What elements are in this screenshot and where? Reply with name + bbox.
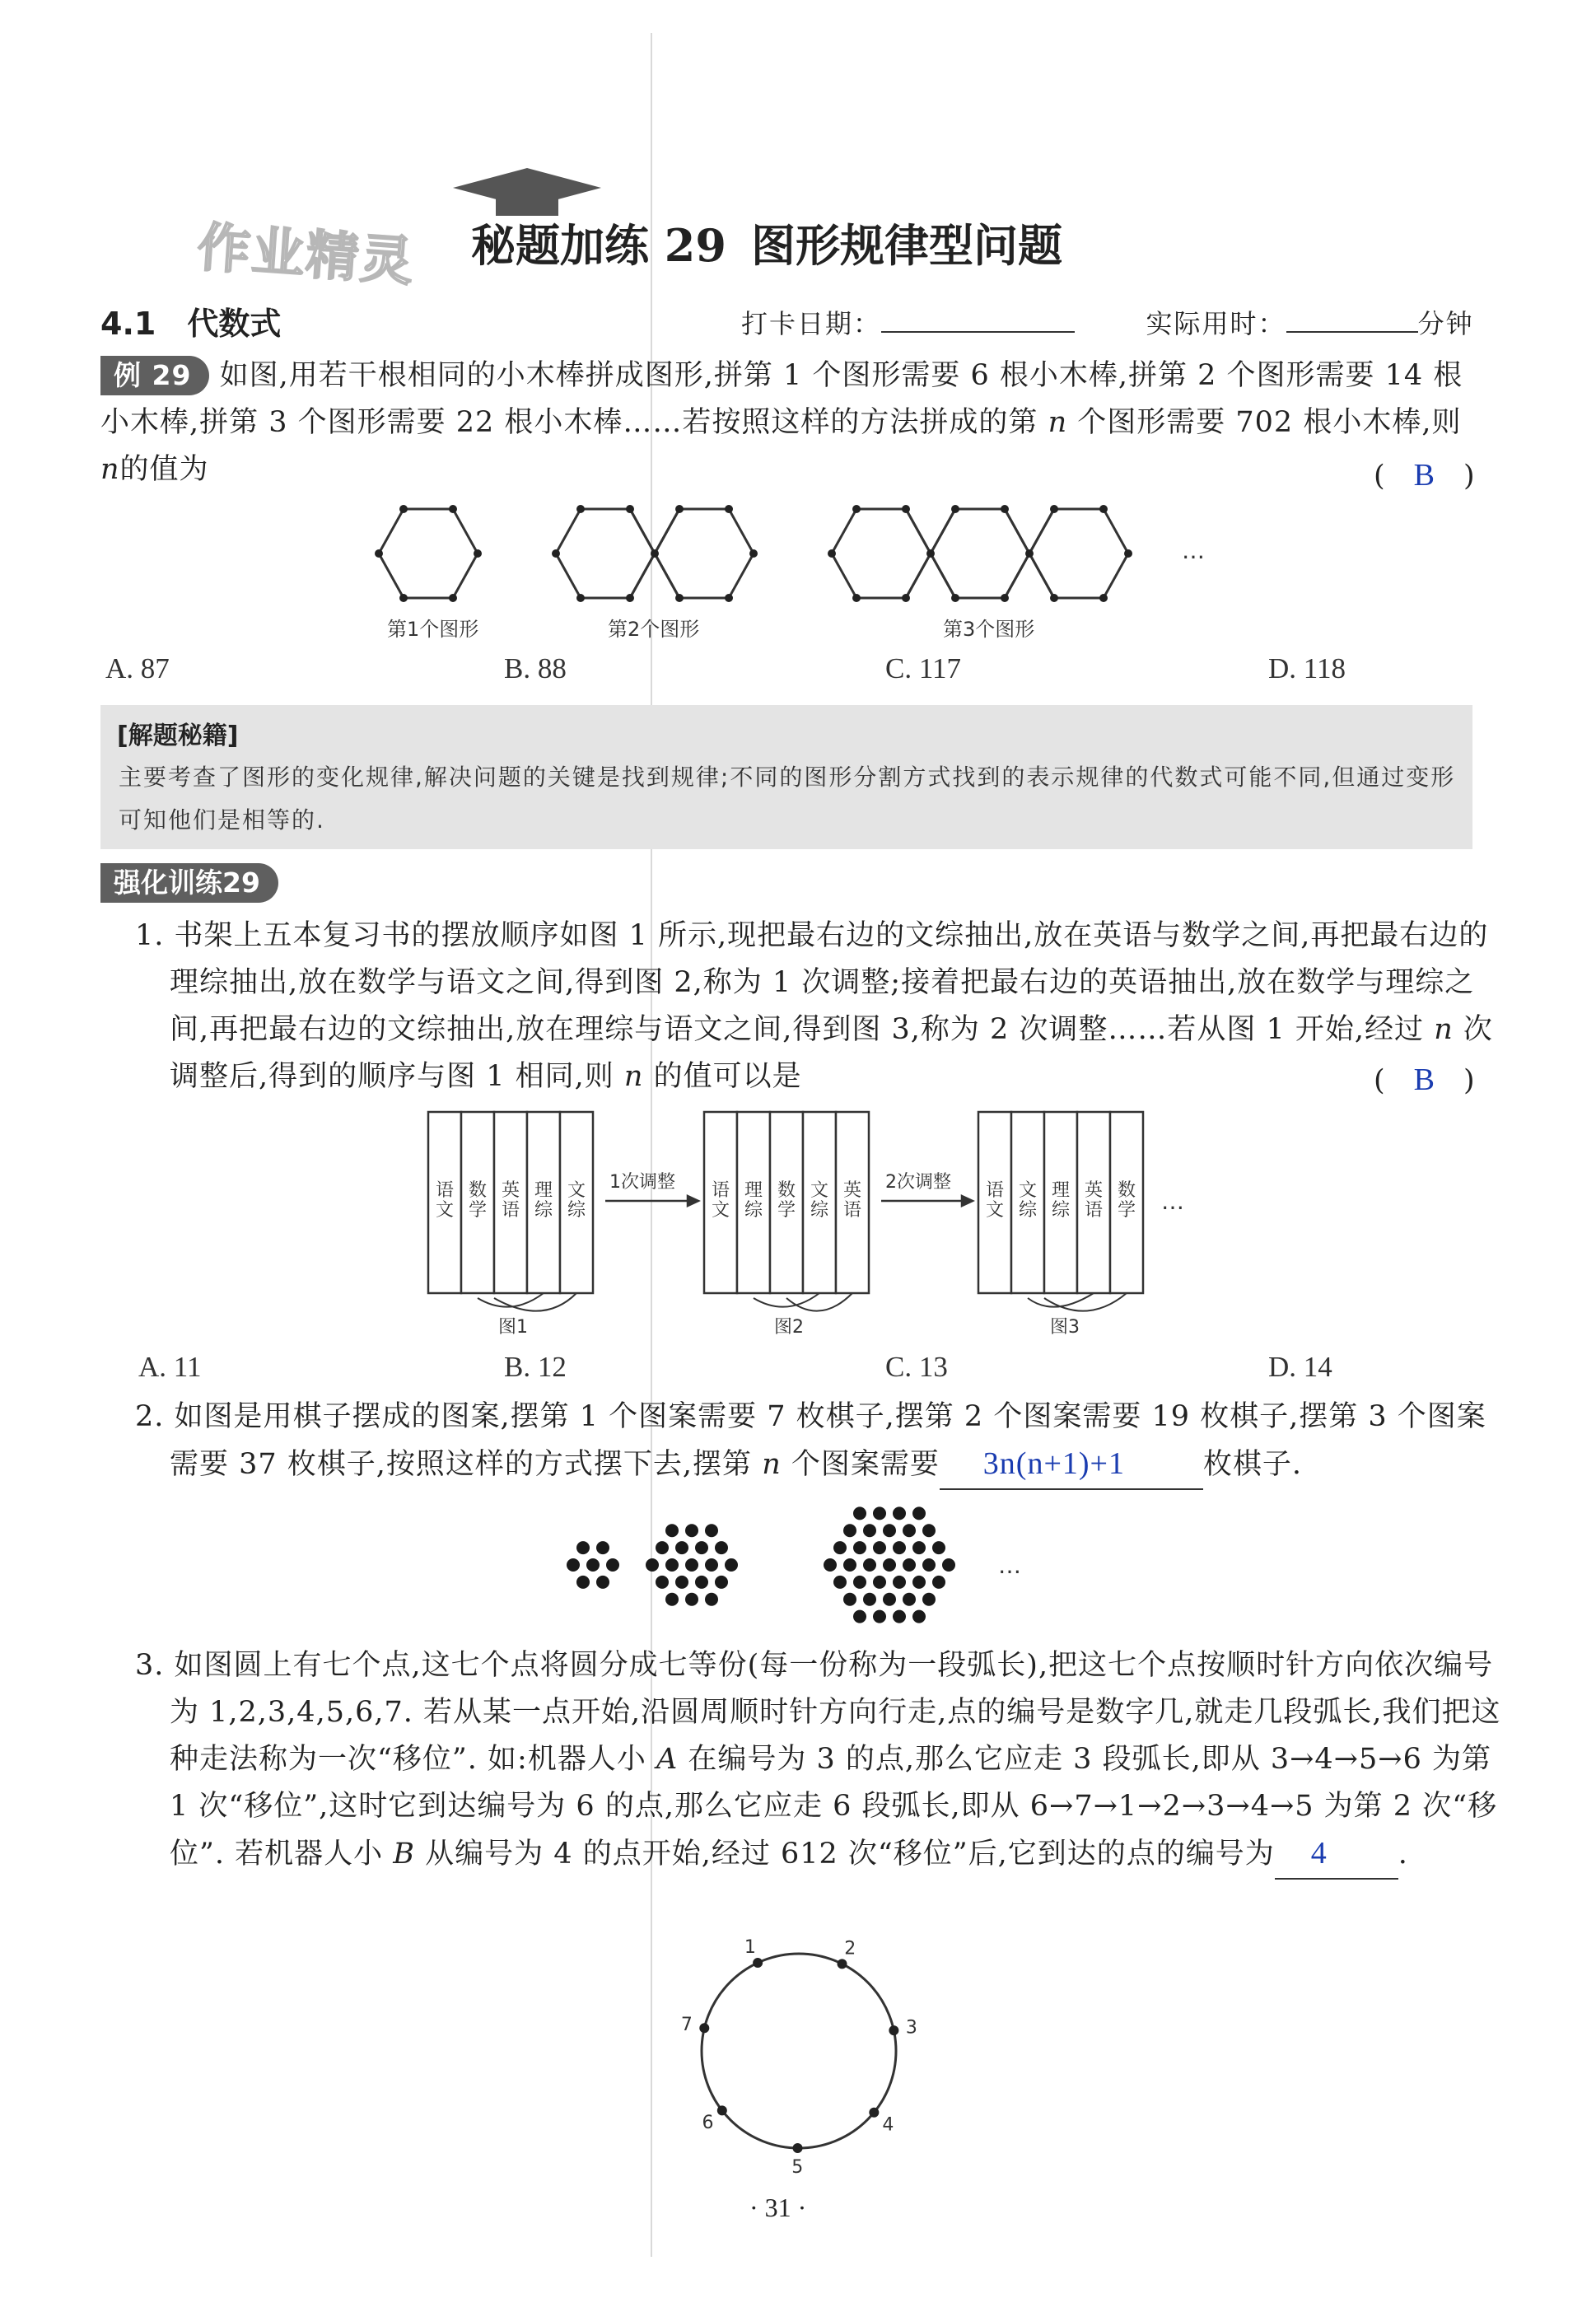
q3-text-mid2: 从编号为 4 的点开始,经过 612 次“移位”后,它到达的点的编号为 bbox=[425, 1838, 1275, 1871]
chess-piece-dot bbox=[675, 1576, 688, 1589]
chess-piece-dot bbox=[725, 1558, 738, 1572]
var-n: n bbox=[100, 453, 120, 486]
fig3-book3-c2: 综 bbox=[1051, 1200, 1071, 1221]
circle-outline bbox=[702, 1954, 896, 2148]
fig3-book1-c1: 语 bbox=[985, 1180, 1005, 1201]
chess-piece-dot bbox=[893, 1576, 906, 1589]
chess-piece-dot bbox=[853, 1576, 866, 1589]
fig3-book5-c1: 数 bbox=[1117, 1180, 1136, 1201]
time-field[interactable] bbox=[1286, 331, 1418, 333]
q3-text-end: . bbox=[1398, 1838, 1408, 1871]
q1-text-mid: 次调整后,得到的顺序与图 1 相同,则 bbox=[170, 1013, 1493, 1093]
q1-choice-c[interactable]: C. 13 bbox=[885, 1351, 948, 1383]
q1-text-end: 的值可以是 bbox=[653, 1060, 802, 1093]
chess-piece-dot bbox=[695, 1541, 708, 1554]
chess-piece-dot bbox=[675, 1541, 688, 1554]
chess-piece-dot bbox=[912, 1541, 926, 1554]
hexagon-fig2-b bbox=[655, 509, 754, 598]
date-label: 打卡日期： bbox=[741, 308, 882, 339]
fig2-book5-c1: 英 bbox=[842, 1180, 862, 1201]
chess-piece-dot bbox=[853, 1610, 866, 1623]
chess-piece-dot bbox=[656, 1541, 669, 1554]
q3-answer: 4 bbox=[1310, 1836, 1328, 1871]
fig3-book4-c2: 语 bbox=[1084, 1200, 1104, 1221]
example-choice-c[interactable]: C. 117 bbox=[885, 652, 962, 684]
circle-label-5: 5 bbox=[791, 2156, 804, 2174]
page-title bbox=[471, 211, 1062, 274]
chess-piece-dot bbox=[922, 1524, 936, 1537]
chess-piece-dot bbox=[685, 1593, 698, 1606]
hexagon-fig3-c bbox=[1029, 509, 1128, 598]
fig1-book5-c1: 文 bbox=[567, 1180, 586, 1201]
chess-piece-dot bbox=[873, 1541, 886, 1554]
chess-piece-dot bbox=[853, 1506, 866, 1520]
hexagon-fig3-b bbox=[931, 509, 1029, 598]
chess-piece-dot bbox=[843, 1524, 856, 1537]
time-label: 实际用时： bbox=[1146, 308, 1286, 339]
chess-piece-dot bbox=[656, 1576, 669, 1589]
example-badge: 例 29 bbox=[100, 356, 209, 395]
bookshelf-figures bbox=[420, 1104, 1211, 1351]
circle-point-2 bbox=[838, 1959, 847, 1969]
fig1-book2-c2: 学 bbox=[468, 1200, 488, 1221]
var-n: n bbox=[762, 1448, 782, 1481]
circle-label-7: 7 bbox=[680, 2015, 693, 2036]
chess-piece-dot bbox=[705, 1524, 718, 1537]
fig3-book2-c2: 综 bbox=[1018, 1200, 1038, 1221]
circle-label-2: 2 bbox=[844, 1938, 856, 1959]
circle-label-6: 6 bbox=[702, 2112, 714, 2133]
chess-piece-dot bbox=[824, 1558, 837, 1572]
fig2-book3-c2: 学 bbox=[777, 1200, 796, 1221]
chess-piece-dot bbox=[873, 1576, 886, 1589]
fig2-book3-c1: 数 bbox=[777, 1180, 796, 1201]
chess-piece-dot bbox=[606, 1558, 619, 1572]
example-choice-d[interactable]: D. 118 bbox=[1268, 652, 1346, 684]
date-field[interactable] bbox=[881, 331, 1075, 333]
chess-piece-dot bbox=[912, 1610, 926, 1623]
fig2-book1-c1: 语 bbox=[711, 1180, 730, 1201]
chess-piece-dot bbox=[893, 1506, 906, 1520]
chess-piece-dot bbox=[883, 1558, 896, 1572]
circle-label-1: 1 bbox=[744, 1937, 756, 1959]
q1-text-lead: 1. 书架上五本复习书的摆放顺序如图 1 所示,现把最右边的文综抽出,放在英语与数学之间,再把最右边的理综抽出,放在数学与语文之间,得到图 2,称为 1 次调整;接着把最右边的英语抽出,放在数学与理综之间,再把最右边的文综抽出,放在理综与语文之间,得到图 3,称为 2 次调整……若从图 1 开始,经过 bbox=[135, 919, 1489, 1046]
arrow-label-2: 2次调整 bbox=[885, 1172, 951, 1193]
title-text: 图形规律型问题 bbox=[750, 219, 1062, 272]
var-n: n bbox=[623, 1060, 644, 1093]
q1-answer-bracket: ( B ) bbox=[1374, 1063, 1475, 1097]
chess-piece-dot bbox=[833, 1541, 847, 1554]
chess-piece-dot bbox=[833, 1576, 847, 1589]
q2-text-lead: 2. 如图是用棋子摆成的图案,摆第 1 个图案需要 7 枚棋子,摆第 2 个图案需要 19 枚棋子,摆第 3 个图案需要 37 枚棋子,按照这样的方式摆下去,摆第 bbox=[135, 1400, 1486, 1481]
var-n: n bbox=[1434, 1013, 1454, 1046]
chess-piece-dot bbox=[883, 1524, 896, 1537]
fig-label-2: 第2个图形 bbox=[608, 618, 700, 641]
solution-tip-box bbox=[100, 705, 1472, 849]
fig3-book1-c2: 文 bbox=[985, 1200, 1005, 1221]
chess-piece-dot bbox=[922, 1593, 936, 1606]
q2-text-mid: 个图案需要 bbox=[791, 1448, 940, 1481]
fig3-book3-c1: 理 bbox=[1051, 1180, 1071, 1201]
circle-point-3 bbox=[889, 2025, 898, 2035]
chess-piece-dot bbox=[576, 1541, 590, 1554]
book-fig-label-2: 图2 bbox=[774, 1317, 804, 1338]
chess-piece-dot bbox=[843, 1593, 856, 1606]
fig-label-3: 第3个图形 bbox=[943, 618, 1035, 641]
time-unit: 分钟 bbox=[1417, 308, 1474, 339]
fig2-book1-c2: 文 bbox=[711, 1200, 730, 1221]
chess-piece-dot bbox=[596, 1576, 609, 1589]
books-ellipsis: … bbox=[1161, 1188, 1184, 1215]
chess-piece-dot bbox=[903, 1593, 916, 1606]
fig2-book4-c2: 综 bbox=[810, 1200, 829, 1221]
chess-piece-dot bbox=[922, 1558, 936, 1572]
title-number: 秘题加练 29 bbox=[471, 219, 726, 272]
q3-answer-blank[interactable] bbox=[1275, 1830, 1398, 1880]
dots-ellipsis: … bbox=[998, 1552, 1021, 1579]
fig3-book4-c1: 英 bbox=[1084, 1180, 1104, 1201]
example-text-end: 的值为 bbox=[119, 453, 209, 486]
example-answer-bracket: ( B ) bbox=[1374, 458, 1475, 493]
fig2-book4-c1: 文 bbox=[810, 1180, 829, 1201]
chess-piece-dot bbox=[665, 1593, 679, 1606]
chess-piece-dot bbox=[903, 1558, 916, 1572]
var-a: A bbox=[656, 1743, 679, 1776]
fig2-book5-c2: 语 bbox=[842, 1200, 862, 1221]
chess-piece-dot bbox=[596, 1541, 609, 1554]
chess-piece-dot bbox=[912, 1506, 926, 1520]
hexagon-ellipsis: … bbox=[1182, 537, 1205, 564]
hexagon-fig2-a bbox=[556, 509, 655, 598]
checkin-meta bbox=[741, 303, 1474, 341]
fig3-book5-c2: 学 bbox=[1117, 1200, 1136, 1221]
q1-answer: B bbox=[1413, 1063, 1435, 1097]
chess-piece-dot bbox=[705, 1558, 718, 1572]
hexagon-fig1 bbox=[379, 509, 478, 598]
circle-label-4: 4 bbox=[882, 2114, 894, 2136]
fig1-book3-c1: 英 bbox=[501, 1180, 520, 1201]
q1-choice-a[interactable]: A. 11 bbox=[138, 1351, 202, 1383]
fig1-book3-c2: 语 bbox=[501, 1200, 520, 1221]
chess-piece-dot bbox=[576, 1576, 590, 1589]
chess-piece-dot bbox=[912, 1576, 926, 1589]
example-choice-a[interactable]: A. 87 bbox=[105, 652, 170, 684]
q3-text-mid1: 在编号为 3 的点,那么它应走 3 段弧长,即从 3→4→5→6 为第 1 次“移位”,这时它到达编号为 6 的点,那么它应走 6 段弧长,即从 6→7→1→2→3→4→5 为第 2 次“移位”. 若机器人小 bbox=[170, 1743, 1498, 1871]
drill-badge-wrap bbox=[100, 863, 278, 903]
chess-piece-dot bbox=[932, 1576, 945, 1589]
fig2-book2-c1: 理 bbox=[744, 1180, 763, 1201]
chess-piece-dot bbox=[685, 1558, 698, 1572]
chess-piece-dot bbox=[715, 1541, 728, 1554]
q2-answer-blank[interactable] bbox=[940, 1441, 1203, 1490]
chess-piece-dot bbox=[646, 1558, 659, 1572]
circle-point-1 bbox=[753, 1958, 763, 1968]
q3-text-lead: 3. 如图圆上有七个点,这七个点将圆分成七等份(每一份称为一段弧长),把这七个点按顺时针方向依次编号为 1,2,3,4,5,6,7. 若从某一点开始,沿圆周顺时针方向行走,点的编号是数字几,就走几段弧长,我们把这种走法称为一次“移位”. 如:机器人小 bbox=[135, 1649, 1501, 1776]
chess-piece-dot bbox=[932, 1541, 945, 1554]
example-question bbox=[100, 353, 1474, 493]
fig1-book4-c2: 综 bbox=[534, 1200, 553, 1221]
fig1-book1-c1: 语 bbox=[435, 1180, 455, 1201]
tip-text: 主要考查了图形的变化规律,解决问题的关键是找到规律;不同的图形分割方式找到的表示规律的代数式可能不同,但通过变形可知他们是相等的. bbox=[119, 764, 1456, 834]
chess-piece-dot bbox=[863, 1558, 876, 1572]
circle-point-7 bbox=[699, 2023, 709, 2033]
chess-piece-dot bbox=[665, 1524, 679, 1537]
example-text-lead: 如图,用若干根相同的小木棒拼成图形,拼第 1 个图形需要 6 根小木棒,拼第 2 个图形需要 14 根小木棒,拼第 3 个图形需要 22 根小木棒……若按照这样的方法拼成的第 bbox=[100, 359, 1463, 439]
chess-piece-dot bbox=[685, 1524, 698, 1537]
chess-piece-dot bbox=[942, 1558, 955, 1572]
chess-piece-dot bbox=[705, 1593, 718, 1606]
chess-pattern-figures bbox=[544, 1491, 1038, 1639]
fig1-book2-c1: 数 bbox=[468, 1180, 488, 1201]
book-fig-label-1: 图1 bbox=[498, 1317, 528, 1338]
question-1 bbox=[135, 913, 1509, 1100]
chess-piece-dot bbox=[893, 1610, 906, 1623]
circle-point-6 bbox=[717, 2105, 727, 2115]
var-n: n bbox=[1048, 406, 1068, 439]
question-3 bbox=[135, 1642, 1509, 1880]
chess-piece-dot bbox=[903, 1524, 916, 1537]
question-2 bbox=[135, 1394, 1509, 1490]
chess-piece-dot bbox=[843, 1558, 856, 1572]
q2-answer: 3n(n+1)+1 bbox=[982, 1446, 1125, 1481]
tip-heading: [解题秘籍] bbox=[117, 722, 239, 750]
hexagon-figures bbox=[362, 494, 1235, 659]
section-heading: 4.1 代数式 bbox=[100, 306, 282, 342]
fig2-book2-c2: 综 bbox=[744, 1200, 763, 1221]
circle-label-3: 3 bbox=[905, 2017, 917, 2039]
example-choice-b[interactable]: B. 88 bbox=[504, 652, 567, 684]
chess-piece-dot bbox=[873, 1506, 886, 1520]
chess-piece-dot bbox=[883, 1593, 896, 1606]
q2-text-end: 枚棋子. bbox=[1202, 1448, 1303, 1481]
watermark-logo: 作业精灵 bbox=[195, 217, 417, 294]
fig1-book1-c2: 文 bbox=[435, 1200, 455, 1221]
chess-piece-dot bbox=[715, 1576, 728, 1589]
fig3-book2-c1: 文 bbox=[1018, 1180, 1038, 1201]
book-fig-label-3: 图3 bbox=[1050, 1317, 1080, 1338]
example-answer: B bbox=[1413, 458, 1435, 493]
fig-label-1: 第1个图形 bbox=[387, 618, 479, 641]
circle-point-4 bbox=[869, 2108, 879, 2118]
chess-piece-dot bbox=[863, 1524, 876, 1537]
chess-piece-dot bbox=[893, 1541, 906, 1554]
fig1-book5-c2: 综 bbox=[567, 1200, 586, 1221]
chess-piece-dot bbox=[873, 1610, 886, 1623]
example-text-tail: 个图形需要 702 根小木棒,则 bbox=[1077, 406, 1462, 439]
fig1-book4-c1: 理 bbox=[534, 1180, 553, 1201]
chess-piece-dot bbox=[665, 1558, 679, 1572]
chess-piece-dot bbox=[853, 1541, 866, 1554]
q1-choice-b[interactable]: B. 12 bbox=[504, 1351, 567, 1383]
chess-piece-dot bbox=[567, 1558, 580, 1572]
chess-piece-dot bbox=[586, 1558, 600, 1572]
circle-point-5 bbox=[793, 2143, 803, 2153]
arrow-label-1: 1次调整 bbox=[609, 1172, 675, 1193]
page-number: · 31 · bbox=[749, 2193, 807, 2222]
hexagon-fig3-a bbox=[832, 509, 931, 598]
seven-point-circle bbox=[675, 1927, 922, 2174]
q1-choice-d[interactable]: D. 14 bbox=[1268, 1351, 1332, 1383]
drill-badge: 强化训练29 bbox=[100, 863, 278, 903]
chess-piece-dot bbox=[863, 1593, 876, 1606]
chess-piece-dot bbox=[695, 1576, 708, 1589]
var-b: B bbox=[393, 1838, 416, 1871]
